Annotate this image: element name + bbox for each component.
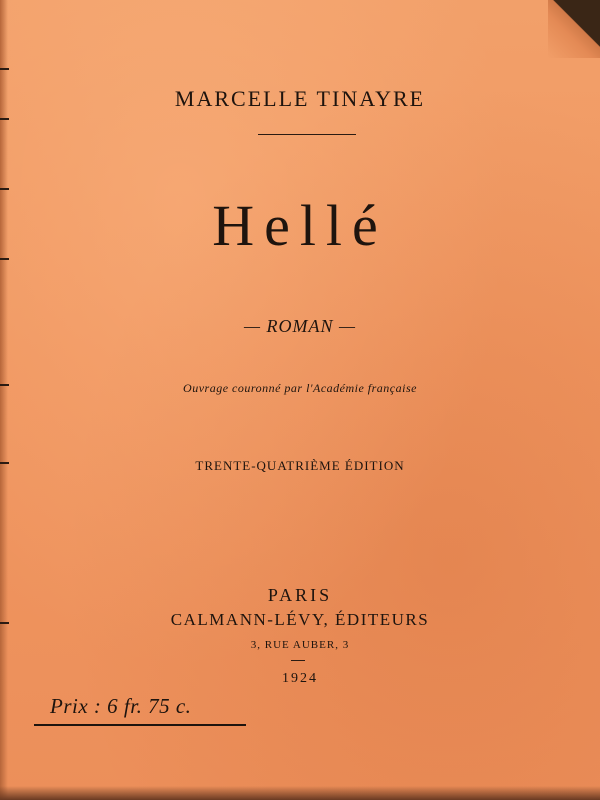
publisher-address: 3, RUE AUBER, 3 bbox=[250, 639, 350, 651]
publisher-city: PARIS bbox=[267, 585, 333, 605]
book-title: Hellé bbox=[212, 193, 388, 258]
author-divider bbox=[258, 134, 356, 135]
spine-mark bbox=[0, 188, 9, 190]
year-divider bbox=[291, 660, 305, 661]
spine-mark bbox=[0, 118, 9, 120]
spine-mark bbox=[0, 68, 9, 70]
price-underline bbox=[34, 724, 246, 726]
price-label: Prix : 6 fr. 75 c. bbox=[50, 694, 192, 718]
genre-label: — ROMAN — bbox=[244, 316, 356, 336]
edition-label: TRENTE-QUATRIÈME ÉDITION bbox=[195, 458, 405, 473]
publication-year: 1924 bbox=[282, 671, 318, 686]
publisher-name: CALMANN-LÉVY, ÉDITEURS bbox=[170, 610, 430, 629]
author-name: MARCELLE TINAYRE bbox=[174, 86, 426, 111]
torn-corner bbox=[548, 0, 600, 58]
cover-bottom-edge bbox=[0, 786, 600, 800]
award-note: Ouvrage couronné par l'Académie française bbox=[183, 381, 417, 395]
